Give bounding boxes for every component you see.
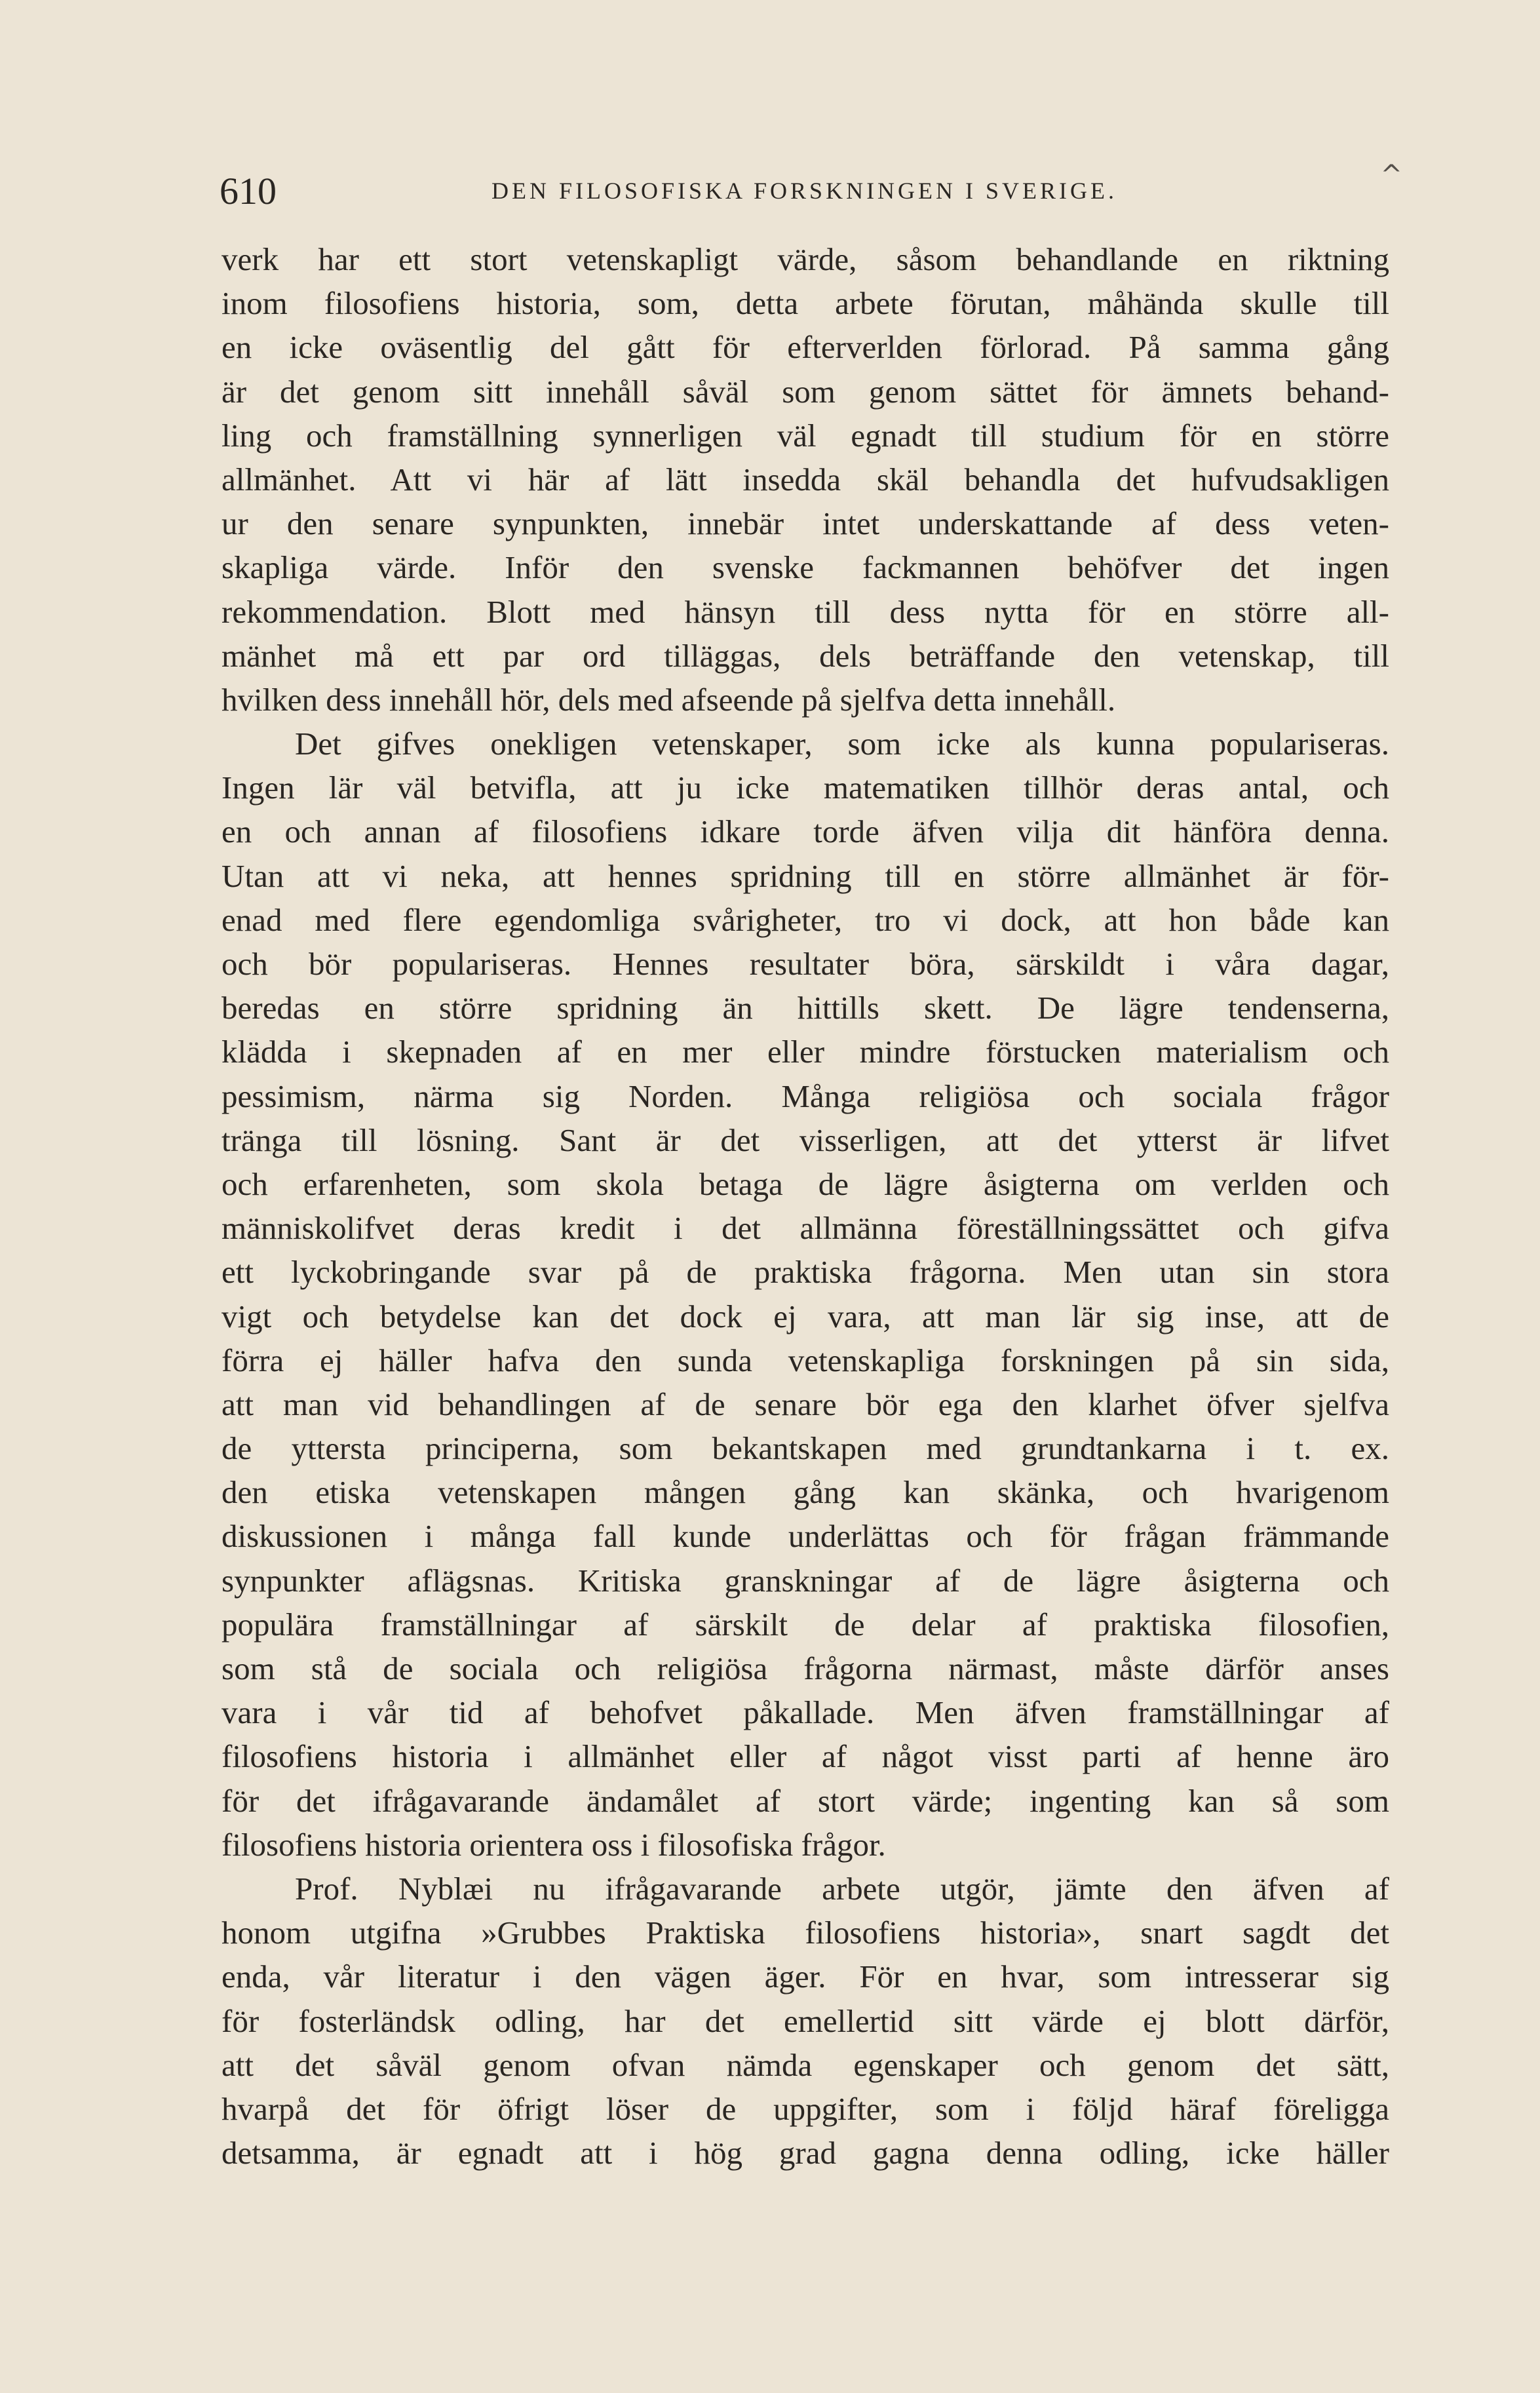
text-line: skapliga värde. Inför den svenske fackmannen behöfver det ingen bbox=[221, 549, 1389, 586]
text-line: vara i vår tid af behofvet påkallade. Men äfven framställningar af bbox=[221, 1694, 1389, 1731]
text-line: för fosterländsk odling, har det emellertid sitt värde ej blott därför, bbox=[221, 2002, 1389, 2039]
text-line: ling och framställning synnerligen väl egnadt till studium för en större bbox=[221, 417, 1389, 454]
text-line: Utan att vi neka, att hennes spridning till en större allmänhet är för- bbox=[221, 857, 1389, 894]
text-line: hvarpå det för öfrigt löser de uppgifter, som i följd häraf föreligga bbox=[221, 2090, 1389, 2127]
corner-mark: ^ bbox=[1380, 160, 1402, 190]
text-line: tränga till lösning. Sant är det visserligen, att det ytterst är lifvet bbox=[221, 1121, 1389, 1158]
text-line: hvilken dess innehåll hör, dels med afseende på sjelfva detta innehåll. bbox=[221, 681, 1116, 718]
text-line: en icke oväsentlig del gått för efterverlden förlorad. På samma gång bbox=[221, 329, 1389, 366]
text-line: för det ifrågavarande ändamålet af stort värde; ingenting kan så som bbox=[221, 1782, 1389, 1819]
text-line: den etiska vetenskapen mången gång kan skänka, och hvarigenom bbox=[221, 1474, 1389, 1511]
text-line: inom filosofiens historia, som, detta arbete förutan, måhända skulle till bbox=[221, 285, 1389, 322]
text-line: som stå de sociala och religiösa frågorna närmast, måste därför anses bbox=[221, 1650, 1389, 1686]
running-head: DEN FILOSOFISKA FORSKNINGEN I SVERIGE. bbox=[491, 178, 1118, 204]
text-line: vigt och betydelse kan det dock ej vara, att man lär sig inse, att de bbox=[221, 1298, 1389, 1334]
page-number: 610 bbox=[220, 170, 277, 212]
text-line: och erfarenheten, som skola betaga de lägre åsigterna om verlden och bbox=[221, 1165, 1389, 1202]
text-line: att man vid behandlingen af de senare bör ega den klarhet öfver sjelfva bbox=[221, 1386, 1389, 1422]
text-line: filosofiens historia orientera oss i filosofiska frågor. bbox=[221, 1826, 886, 1863]
text-line: pessimism, närma sig Norden. Många religiösa och sociala frågor bbox=[221, 1078, 1389, 1114]
text-line: rekommendation. Blott med hänsyn till dess nytta för en större all- bbox=[221, 593, 1389, 630]
text-line: enda, vår literatur i den vägen äger. För en hvar, som intresserar sig bbox=[221, 1958, 1389, 1995]
text-line: filosofiens historia i allmänhet eller af något visst parti af henne äro bbox=[221, 1738, 1389, 1775]
body-text bbox=[221, 237, 1389, 2175]
text-line: verk har ett stort vetenskapligt värde, såsom behandlande en riktning bbox=[221, 241, 1389, 277]
page-header bbox=[220, 160, 1402, 215]
text-line: ur den senare synpunkten, innebär intet underskattande af dess veten- bbox=[221, 505, 1389, 542]
text-line: Ingen lär väl betvifla, att ju icke matematiken tillhör deras antal, och bbox=[221, 769, 1389, 806]
text-line: ett lyckobringande svar på de praktiska frågorna. Men utan sin stora bbox=[221, 1254, 1389, 1291]
text-line: förra ej häller hafva den sunda vetenskapliga forskningen på sin sida, bbox=[221, 1342, 1389, 1378]
text-line: diskussionen i många fall kunde underlättas och för frågan främmande bbox=[221, 1518, 1389, 1555]
text-line: mänhet må ett par ord tilläggas, dels beträffande den vetenskap, till bbox=[221, 637, 1389, 674]
text-line: populära framställningar af särskilt de delar af praktiska filosofien, bbox=[221, 1606, 1389, 1643]
text-line: människolifvet deras kredit i det allmänna föreställningssättet och gifva bbox=[221, 1210, 1389, 1247]
text-line: en och annan af filosofiens idkare torde äfven vilja dit hänföra denna. bbox=[221, 813, 1389, 850]
text-line: Det gifves onekligen vetenskaper, som icke als kunna populariseras. bbox=[295, 726, 1389, 762]
text-line: honom utgifna »Grubbes Praktiska filosofiens historia», snart sagdt det bbox=[221, 1915, 1389, 1951]
text-line: allmänhet. Att vi här af lätt insedda skäl behandla det hufvudsakligen bbox=[221, 461, 1389, 497]
text-line: detsamma, är egnadt att i hög grad gagna denna odling, icke häller bbox=[221, 2135, 1389, 2171]
text-line: synpunkter aflägsnas. Kritiska granskningar af de lägre åsigterna och bbox=[221, 1562, 1389, 1599]
text-line: klädda i skepnaden af en mer eller mindre förstucken materialism och bbox=[221, 1034, 1389, 1070]
text-line: är det genom sitt innehåll såväl som genom sättet för ämnets behand- bbox=[221, 373, 1389, 410]
text-line: enad med flere egendomliga svårigheter, tro vi dock, att hon både kan bbox=[221, 901, 1389, 938]
text-line: Prof. Nyblæi nu ifrågavarande arbete utgör, jämte den äfven af bbox=[295, 1870, 1389, 1907]
text-line: beredas en större spridning än hittills skett. De lägre tendenserna, bbox=[221, 990, 1389, 1026]
text-line: och bör populariseras. Hennes resultater böra, särskildt i våra dagar, bbox=[221, 946, 1389, 982]
text-line: att det såväl genom ofvan nämda egenskaper och genom det sätt, bbox=[221, 2046, 1389, 2083]
text-line: de yttersta principerna, som bekantskapen med grundtankarna i t. ex. bbox=[221, 1430, 1389, 1467]
